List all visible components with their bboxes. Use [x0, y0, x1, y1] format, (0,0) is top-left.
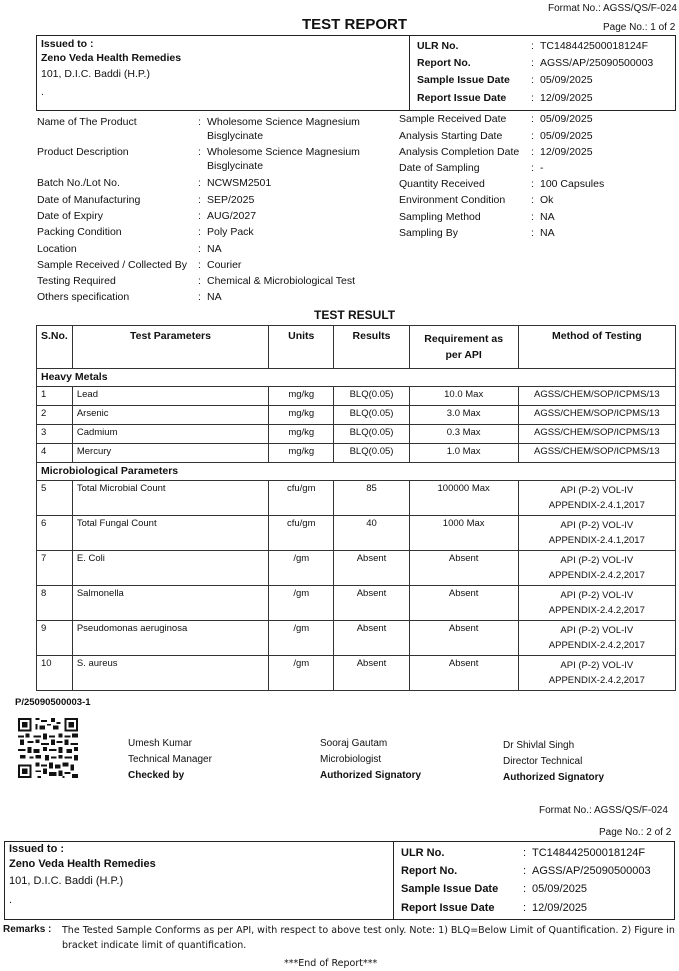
ulr-label-p2: ULR No.	[401, 847, 445, 859]
info-label: Sampling By	[399, 227, 458, 239]
signatory-sign: Authorized Signatory	[320, 770, 422, 781]
report-issue-value: 12/09/2025	[540, 92, 593, 104]
section-microbiological: Microbiological Parameters	[37, 463, 676, 481]
info-label: Testing Required	[37, 275, 116, 287]
issued-address: 101, D.I.C. Baddi (H.P.)	[41, 68, 150, 80]
sample-issue-label-p2: Sample Issue Date	[401, 883, 499, 895]
col-header-requirement: Requirement as per API	[409, 326, 518, 369]
info-label: Date of Expiry	[37, 210, 103, 222]
info-value: NCWSM2501	[207, 177, 272, 189]
info-value: Wholesome Science Magnesium	[207, 116, 360, 128]
info-label: Date of Manufacturing	[37, 194, 141, 206]
table-row: 2 Arsenic mg/kg BLQ(0.05) 3.0 Max AGSS/CHEM/SOP/ICPMS/13	[37, 406, 676, 425]
table-row: 1 Lead mg/kg BLQ(0.05) 10.0 Max AGSS/CHEM/SOP/ICPMS/13	[37, 387, 676, 406]
remarks-label: Remarks :	[3, 924, 52, 935]
info-value: -	[540, 162, 544, 174]
signatory-sign: Checked by	[128, 770, 185, 781]
table-row: 7 E. Coli /gm Absent Absent API (P-2) VOL-IV APPENDIX-2.4.2,2017	[37, 551, 676, 586]
test-result-table	[36, 325, 676, 691]
col-header-method: Method of Testing	[518, 326, 675, 369]
report-no-value: AGSS/AP/25090500003	[540, 57, 654, 69]
info-label: Sample Received / Collected By	[37, 259, 187, 271]
info-value: AUG/2027	[207, 210, 257, 222]
format-number-p2: Format No.: AGSS/QS/F-024	[539, 805, 668, 816]
info-label: Packing Condition	[37, 226, 122, 238]
report-issue-label: Report Issue Date	[417, 92, 507, 104]
info-label: Analysis Completion Date	[399, 146, 520, 158]
col-header-sno: S.No.	[37, 326, 73, 369]
issued-dot-p2: .	[9, 894, 13, 906]
issued-dot: .	[41, 86, 44, 98]
info-value: Wholesome Science Magnesium	[207, 146, 360, 158]
table-header-row	[37, 326, 676, 369]
issued-to-label-p2: Issued to :	[9, 843, 65, 855]
info-value: SEP/2025	[207, 194, 255, 206]
reference-code: P/25090500003-1	[15, 697, 91, 708]
issued-to-label: Issued to :	[41, 38, 94, 50]
info-label: Name of The Product	[37, 116, 137, 128]
table-row: 5 Total Microbial Count cfu/gm 85 100000 Max API (P-2) VOL-IV APPENDIX-2.4.1,2017	[37, 481, 676, 516]
signatory-name: Dr Shivlal Singh	[503, 740, 575, 751]
remarks-line-2: bracket indicate limit of quantification.	[62, 940, 247, 951]
report-no-label-p2: Report No.	[401, 865, 458, 877]
page-number: Page No.: 1 of 2	[603, 22, 676, 33]
info-label: Others specification	[37, 291, 130, 303]
issued-address-p2: 101, D.I.C. Baddi (H.P.)	[9, 875, 124, 887]
ulr-value: TC148442500018124F	[540, 40, 649, 52]
info-label: Location	[37, 243, 77, 255]
signatory-name: Umesh Kumar	[128, 738, 192, 749]
table-row: 4 Mercury mg/kg BLQ(0.05) 1.0 Max AGSS/CHEM/SOP/ICPMS/13	[37, 444, 676, 463]
info-value: Chemical & Microbiological Test	[207, 275, 356, 287]
section-heavy-metals: Heavy Metals	[37, 369, 676, 387]
table-row: 10 S. aureus /gm Absent Absent API (P-2) VOL-IV APPENDIX-2.4.2,2017	[37, 656, 676, 691]
ulr-label: ULR No.	[417, 40, 459, 52]
report-issue-value-p2: 12/09/2025	[532, 902, 588, 914]
signatory-sign: Authorized Signatory	[503, 772, 605, 783]
info-value: Courier	[207, 259, 242, 271]
table-row: 6 Total Fungal Count cfu/gm 40 1000 Max API (P-2) VOL-IV APPENDIX-2.4.1,2017	[37, 516, 676, 551]
info-label: Sampling Method	[399, 211, 481, 223]
info-label: Environment Condition	[399, 194, 506, 206]
page-number-p2: Page No.: 2 of 2	[599, 827, 672, 838]
qr-code-icon	[15, 716, 81, 780]
signatory-role: Director Technical	[503, 756, 583, 767]
info-label: Analysis Starting Date	[399, 130, 503, 142]
sample-issue-value-p2: 05/09/2025	[532, 883, 588, 895]
test-result-title: TEST RESULT	[314, 308, 396, 322]
signatory-role: Microbiologist	[320, 754, 382, 765]
info-value: 12/09/2025	[540, 146, 593, 158]
report-title: TEST REPORT	[302, 16, 408, 33]
info-value: NA	[207, 291, 222, 303]
table-row: 9 Pseudomonas aeruginosa /gm Absent Absent API (P-2) VOL-IV APPENDIX-2.4.2,2017	[37, 621, 676, 656]
section-row	[37, 369, 676, 387]
format-number: Format No.: AGSS/QS/F-024	[548, 3, 677, 14]
info-label: Quantity Received	[399, 178, 485, 190]
info-value: Ok	[540, 194, 554, 206]
table-row: 8 Salmonella /gm Absent Absent API (P-2) VOL-IV APPENDIX-2.4.2,2017	[37, 586, 676, 621]
info-label: Batch No./Lot No.	[37, 177, 120, 189]
info-value: Bisglycinate	[207, 160, 264, 172]
end-of-report: ***End of Report***	[284, 958, 378, 969]
table-row: 3 Cadmium mg/kg BLQ(0.05) 0.3 Max AGSS/CHEM/SOP/ICPMS/13	[37, 425, 676, 444]
info-label: Sample Received Date	[399, 113, 507, 125]
info-value: 05/09/2025	[540, 113, 593, 125]
info-value: NA	[207, 243, 222, 255]
col-header-param: Test Parameters	[72, 326, 268, 369]
info-value: 05/09/2025	[540, 130, 593, 142]
info-value: NA	[540, 211, 555, 223]
signatory-name: Sooraj Gautam	[320, 738, 388, 749]
info-label: Date of Sampling	[399, 162, 480, 174]
signatory-role: Technical Manager	[128, 754, 212, 765]
remarks-line-1: The Tested Sample Conforms as per API, with respect to above test only. Note: 1) BLQ=Below Limit of Quantification. 2) Figure in	[62, 925, 675, 936]
sample-issue-value: 05/09/2025	[540, 74, 593, 86]
ulr-value-p2: TC148442500018124F	[532, 847, 646, 859]
info-value: 100 Capsules	[540, 178, 605, 190]
col-header-units: Units	[269, 326, 334, 369]
info-value: Poly Pack	[207, 226, 254, 238]
info-value: NA	[540, 227, 555, 239]
report-no-value-p2: AGSS/AP/25090500003	[532, 865, 651, 877]
section-row	[37, 463, 676, 481]
col-header-results: Results	[334, 326, 409, 369]
issued-company: Zeno Veda Health Remedies	[41, 52, 182, 64]
report-issue-label-p2: Report Issue Date	[401, 902, 495, 914]
issued-company-p2: Zeno Veda Health Remedies	[9, 858, 156, 870]
info-label: Product Description	[37, 146, 129, 158]
report-no-label: Report No.	[417, 57, 471, 69]
info-value: Bisglycinate	[207, 130, 264, 142]
sample-issue-label: Sample Issue Date	[417, 74, 510, 86]
